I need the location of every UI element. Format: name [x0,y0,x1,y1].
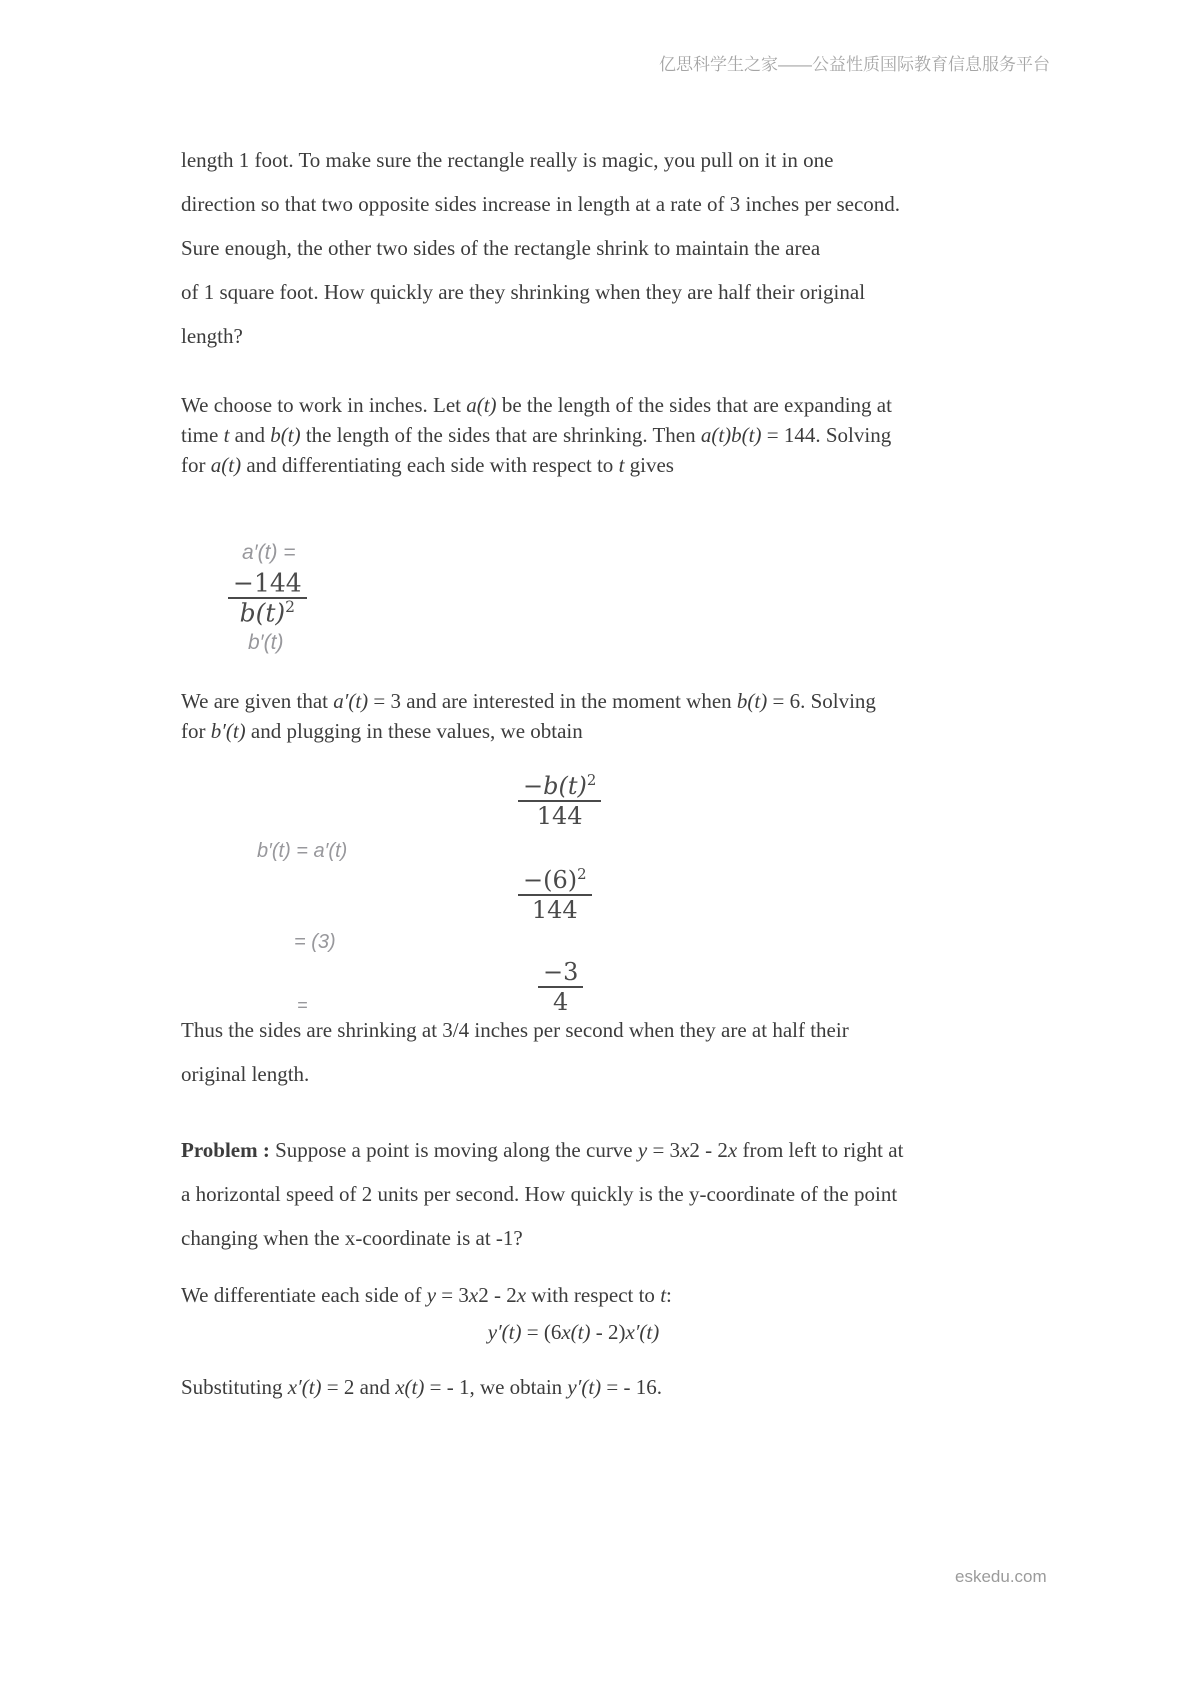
text-run: = 3 [436,1283,469,1307]
formula-equals-sign: = [297,995,308,1015]
text-line [181,1216,1081,1260]
fraction-numerator: −3 [543,958,579,986]
text-run: = - 1, we obtain [424,1375,568,1399]
text-line [181,226,1081,270]
text-run: the length of the sides that are shrinking. Then [300,423,701,447]
text-run: for [181,719,211,743]
text-line [181,390,1081,420]
text-run: from left to right at [737,1138,904,1162]
text-line [181,138,1081,182]
text-run: We are given that [181,689,334,713]
text-run: Sure enough, the other two sides of the rectangle shrink to maintain the area [181,236,821,260]
text-run: y′(t) [487,1320,522,1344]
text-run: for [181,453,211,477]
text-run: and [229,423,271,447]
text-run: = (6 [521,1320,562,1344]
text-line [181,1172,1081,1216]
fraction-denominator: $b(t)^2$ [228,597,307,627]
text-run: = 2 and [321,1375,396,1399]
formula-a-prime-block [228,541,307,655]
text-run: x [680,1138,690,1162]
text-run: changing when the x-coordinate is at -1? [181,1226,523,1250]
text-run: a horizontal speed of 2 units per second. How quickly is the y-coordinate of the point [181,1182,898,1206]
text-line [181,182,1081,226]
fraction-denominator: 144 [518,894,592,924]
text-run: = 3 and are interested in the moment when [368,689,737,713]
text-line [181,1372,1081,1402]
text-run: be the length of the sides that are expanding at [496,393,892,417]
text-run: time [181,423,224,447]
text-line [181,686,1081,716]
fraction-denominator: 4 [538,986,583,1016]
formula-bprime-equals-aprime: b′(t) = a′(t) [257,840,348,862]
text-run: Problem : [181,1138,276,1162]
text-run: b(t) [270,423,301,447]
text-run: 2 - 2 [689,1138,728,1162]
paragraph-we-differentiate [181,1280,1081,1310]
text-run: a(t)b(t) [700,423,762,447]
text-run: We choose to work in inches. Let [181,393,467,417]
text-line [181,1280,1081,1310]
text-run: y [637,1138,648,1162]
text-run: of 1 square foot. How quickly are they shrinking when they are half their original [181,280,866,304]
text-run: t [618,453,625,477]
text-run: x′(t) [287,1375,322,1399]
text-run: t [223,423,230,447]
text-run: We differentiate each side of [181,1283,427,1307]
paragraph-choose-inches [181,390,1081,480]
formula-b-prime-tail: b′(t) [248,630,284,654]
formula-a-prime-head: a′(t) = [242,541,296,564]
text-run: b′(t) [210,719,246,743]
text-line [181,420,1081,450]
text-line [181,716,1081,746]
site-header-title: 亿思科学生之家——公益性质国际教育信息服务平台 [659,55,1050,74]
text-run: t [660,1283,667,1307]
fraction-numerator: $-(6)^2$ [523,865,587,894]
text-run: and plugging in these values, we obtain [245,719,583,743]
text-run: Substituting [181,1375,288,1399]
text-run: : [666,1283,672,1307]
text-run: direction so that two opposite sides increase in length at a rate of 3 inches per second. [181,192,901,216]
text-run: original length. [181,1062,310,1086]
text-run: x(t) [395,1375,425,1399]
fraction-minus-bt2-over-144 [518,772,601,830]
text-run: y′(t) [567,1375,602,1399]
paragraph-we-are-given [181,686,1081,746]
text-run: y [426,1283,437,1307]
text-run: x(t) [561,1320,591,1344]
text-line [181,1128,1081,1172]
text-run: a(t) [210,453,242,477]
paragraph-substituting [181,1372,1081,1402]
text-run: = 144. Solving [761,423,892,447]
text-run: 2 - 2 [478,1283,517,1307]
text-line [0,1318,1147,1346]
text-run: a(t) [466,393,497,417]
fraction-denominator: 144 [518,800,601,830]
text-run: a′(t) [333,689,369,713]
fraction-numerator: $-b(t)^2$ [523,771,597,800]
text-run: x [468,1283,479,1307]
text-run: gives [624,453,674,477]
text-run: Suppose a point is moving along the curve [275,1138,638,1162]
formula-equals-3: = (3) [294,931,336,953]
text-run: Thus the sides are shrinking at 3/4 inches per second when they are at half their [181,1018,849,1042]
fraction-minus-6sq-over-144 [518,866,592,924]
text-run: = 3 [647,1138,681,1162]
text-line [181,450,1081,480]
site-footer-url: eskedu.com [955,1567,1047,1586]
text-run: = 6. Solving [767,689,876,713]
fraction-minus144-over-bt2 [228,569,307,628]
text-run: b(t) [736,689,768,713]
text-line [181,1008,1081,1052]
paragraph-problem-statement [181,1128,1081,1260]
text-run: length? [181,324,243,348]
text-run: = - 16. [601,1375,663,1399]
text-run: - 2) [590,1320,626,1344]
text-run: with respect to [526,1283,661,1307]
text-run: length 1 foot. To make sure the rectangle really is magic, you pull on it in one [181,148,834,172]
paragraph-magic-rectangle [181,138,1081,358]
paragraph-thus-conclusion [181,1008,1081,1096]
text-run: x [516,1283,527,1307]
equation-derivative-centered [0,1318,1147,1346]
text-line [181,270,1081,314]
text-run: x [727,1138,738,1162]
fraction-numerator: −144 [233,568,302,598]
text-run: x′(t) [625,1320,660,1344]
text-run: and differentiating each side with respect to [241,453,619,477]
text-line [181,1052,1081,1096]
text-line [181,314,1081,358]
